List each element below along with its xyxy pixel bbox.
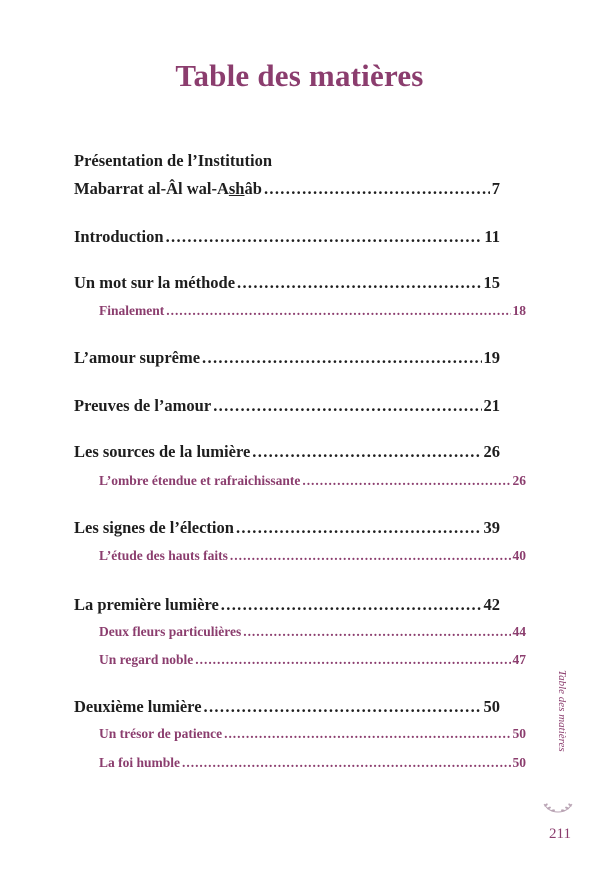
toc-subentry-un-tresor-de-patience[interactable]	[99, 726, 526, 742]
toc-entry-page: 11	[484, 227, 500, 246]
toc-entry-la-premiere-lumiere[interactable]	[74, 595, 500, 615]
toc-entry-page: 39	[483, 518, 500, 537]
toc-entry-label: Les sources de la lumière	[74, 442, 251, 461]
toc-subentry-deux-fleurs-particulieres[interactable]	[99, 624, 526, 640]
toc-subentry-lombre-etendue[interactable]	[99, 473, 526, 489]
dot-leader	[236, 518, 482, 538]
toc-entry-page: 26	[483, 442, 500, 461]
toc-entry-deuxieme-lumiere[interactable]	[74, 697, 500, 717]
toc-entry-introduction[interactable]	[74, 227, 500, 247]
toc-entry-label: Deux fleurs particulières	[99, 624, 242, 639]
dot-leader	[204, 697, 482, 717]
toc-entry-les-signes-de-lelection[interactable]	[74, 518, 500, 538]
toc-entry-page: 15	[483, 273, 500, 292]
toc-entry-page: 50	[512, 726, 526, 741]
dot-leader	[264, 179, 490, 199]
toc-entry-label: L’amour suprême	[74, 348, 201, 367]
toc-subentry-un-regard-noble[interactable]	[99, 652, 526, 668]
toc-entry-page: 40	[512, 548, 526, 563]
toc-entry-label: Preuves de l’amour	[74, 396, 212, 415]
toc-entry-label: L’ombre étendue et rafraichissante	[99, 473, 301, 488]
toc-entry-label: L’étude des hauts faits	[99, 548, 228, 563]
toc-entry-page: 50	[512, 755, 526, 770]
toc-entry-label: Mabarrat al-Âl wal-Ashâb	[74, 179, 262, 198]
toc-entry-label: Introduction	[74, 227, 164, 246]
toc-entry-page: 42	[483, 595, 500, 614]
toc-entry-page: 7	[491, 179, 500, 198]
dot-leader	[224, 726, 510, 742]
toc-subentry-finalement[interactable]	[99, 303, 526, 319]
dot-leader	[195, 652, 510, 668]
toc-entry-label: Les signes de l’élection	[74, 518, 234, 537]
toc-entry-page: 47	[512, 652, 526, 667]
toc-entry-page: 19	[483, 348, 500, 367]
toc-entry-label: Un mot sur la méthode	[74, 273, 236, 292]
toc-entry-label: Un regard noble	[99, 652, 194, 667]
toc-entry-page: 21	[483, 396, 500, 415]
dot-leader	[202, 348, 481, 368]
toc-entry-presentation-line1: Présentation de l’Institution	[74, 151, 272, 170]
toc-entry-page: 26	[512, 473, 526, 488]
dot-leader	[221, 595, 482, 615]
running-header-vertical: Table des matières	[556, 670, 568, 752]
dot-leader	[166, 227, 483, 247]
toc-entry-lamour-supreme[interactable]	[74, 348, 500, 368]
page-number: 211	[549, 826, 571, 842]
toc-entry-preuves-de-lamour[interactable]	[74, 396, 500, 416]
dot-leader	[302, 473, 510, 489]
laurel-ornament-icon	[540, 800, 576, 816]
toc-entry-un-mot-sur-la-methode[interactable]	[74, 273, 500, 293]
toc-entry-page: 44	[512, 624, 526, 639]
toc-entry-page: 18	[512, 303, 526, 318]
toc-entry-page: 50	[483, 697, 500, 716]
dot-leader	[213, 396, 481, 416]
page-title: Table des matières	[175, 58, 424, 93]
toc-entry-label: Un trésor de patience	[99, 726, 223, 741]
toc-entry-label: La première lumière	[74, 595, 219, 614]
dot-leader	[252, 442, 481, 462]
dot-leader	[182, 755, 510, 771]
dot-leader	[237, 273, 481, 293]
toc-entry-les-sources-de-la-lumiere[interactable]	[74, 442, 500, 462]
dot-leader	[243, 624, 510, 640]
toc-entry-label: Deuxième lumière	[74, 697, 202, 716]
toc-entry-label: Finalement	[99, 303, 165, 318]
dot-leader	[230, 548, 511, 564]
toc-entry-presentation[interactable]	[74, 179, 500, 199]
toc-subentry-letude-des-hauts-faits[interactable]	[99, 548, 526, 564]
dot-leader	[166, 303, 510, 319]
toc-subentry-la-foi-humble[interactable]	[99, 755, 526, 771]
toc-entry-label: La foi humble	[99, 755, 181, 770]
